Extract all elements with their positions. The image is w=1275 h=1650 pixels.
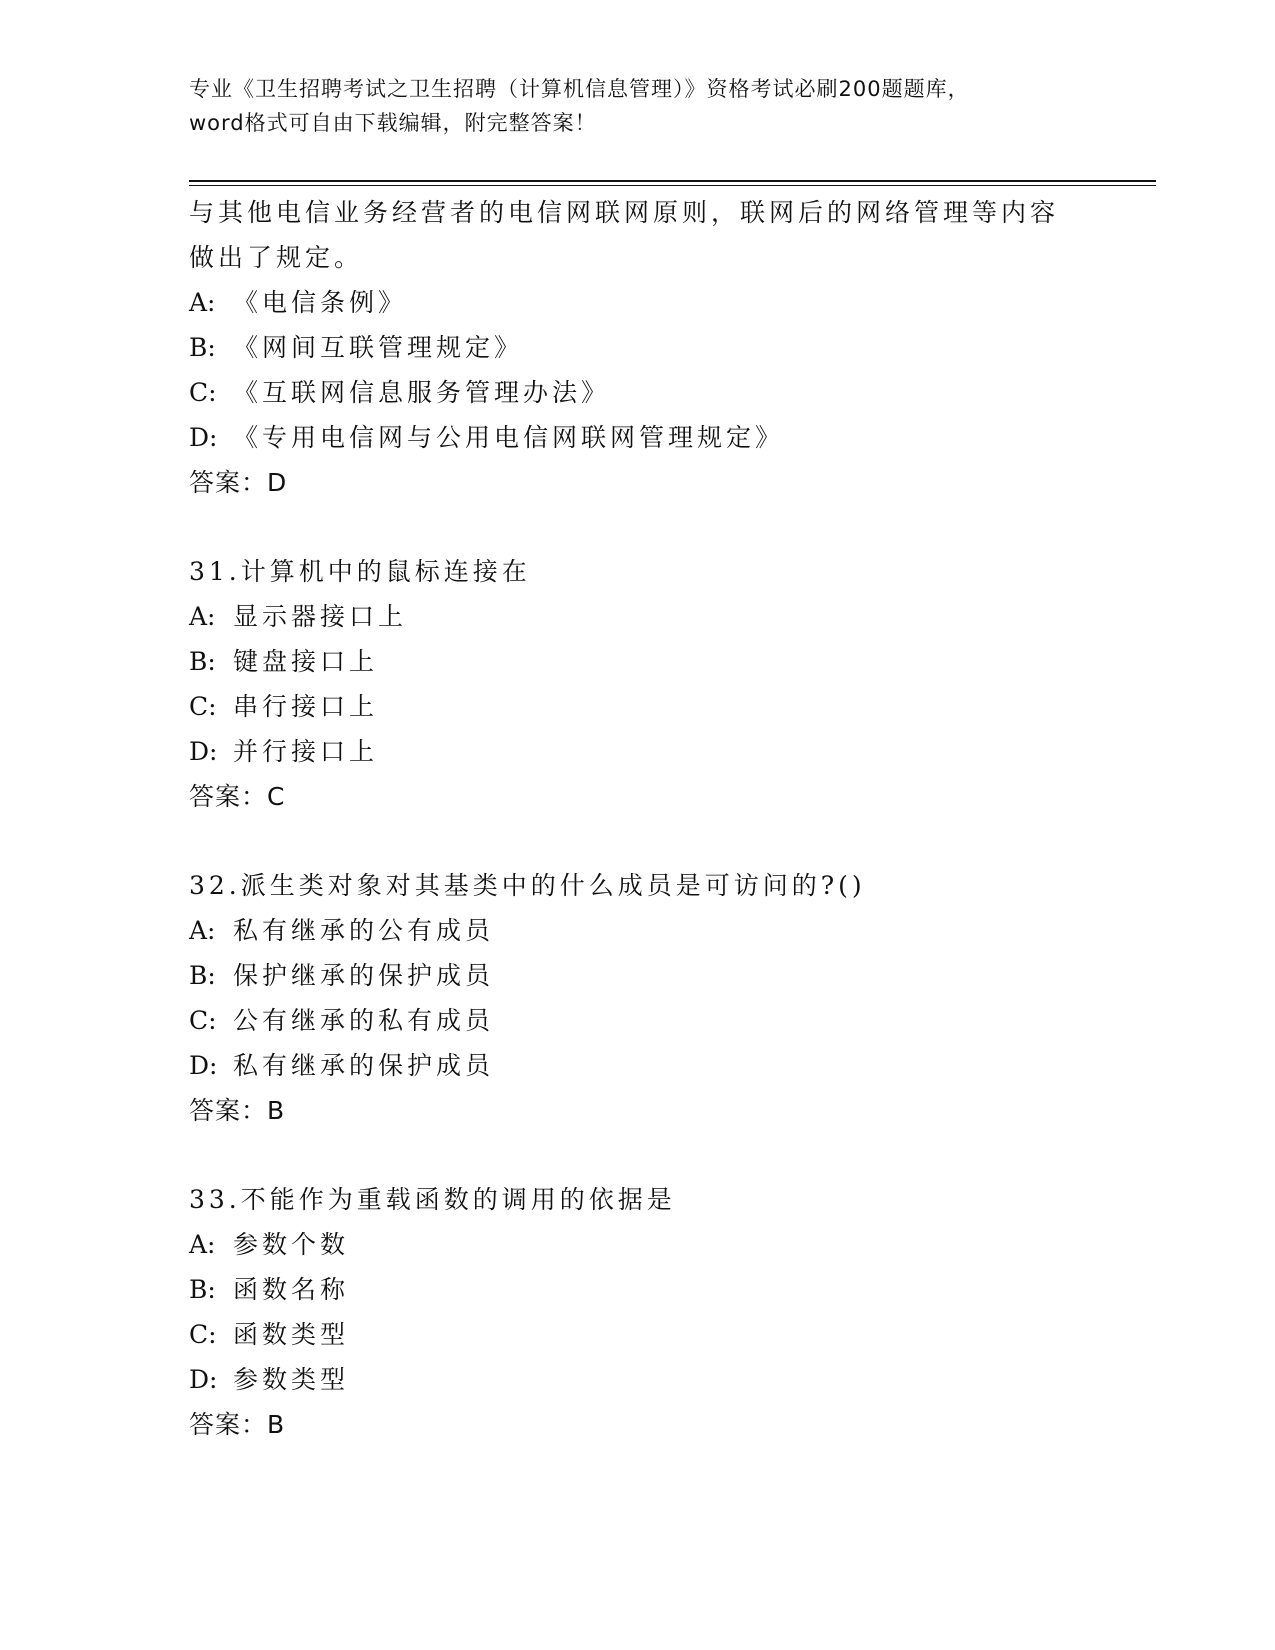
question-stem: 31.计算机中的鼠标连接在 [189, 557, 531, 586]
option-letter: D: [189, 1365, 218, 1394]
option-text: 保护继承的保护成员 [233, 961, 495, 990]
header-line-1: 专业《卫生招聘考试之卫生招聘（计算机信息管理）》资格考试必刷200题题库， [189, 77, 970, 101]
option-d [189, 1357, 1089, 1402]
option-text: 《网间互联管理规定》 [233, 333, 524, 362]
option-c [189, 998, 1089, 1043]
option-letter: B: [189, 647, 216, 676]
question-stem: 32.派生类对象对其基类中的什么成员是可访问的?() [189, 871, 866, 900]
document-body [189, 190, 1089, 1447]
option-b [189, 325, 1089, 370]
option-letter: D: [189, 1051, 218, 1080]
option-d [189, 729, 1089, 774]
option-text: 参数类型 [233, 1365, 350, 1394]
option-d [189, 415, 1089, 460]
option-c [189, 370, 1089, 415]
question-stem: 33.不能作为重载函数的调用的依据是 [189, 1185, 676, 1214]
option-letter: D: [189, 737, 218, 766]
option-text: 参数个数 [233, 1230, 350, 1259]
option-text: 并行接口上 [233, 737, 379, 766]
option-letter: C: [189, 1006, 217, 1035]
option-letter: A: [189, 288, 216, 317]
answer-line: 答案：D [189, 468, 288, 497]
option-letter: B: [189, 333, 216, 362]
option-letter: C: [189, 692, 217, 721]
option-a [189, 1222, 1089, 1267]
question-31 [189, 549, 1089, 819]
answer-line: 答案：B [189, 1410, 286, 1439]
option-a [189, 280, 1089, 325]
option-text: 函数类型 [233, 1320, 350, 1349]
option-text: 私有继承的公有成员 [233, 916, 495, 945]
question-text-line: 做出了规定。 [189, 243, 364, 272]
option-text: 《电信条例》 [233, 288, 408, 317]
option-text: 显示器接口上 [233, 602, 408, 631]
option-letter: A: [189, 602, 216, 631]
option-b [189, 639, 1089, 684]
option-c [189, 684, 1089, 729]
option-text: 串行接口上 [233, 692, 379, 721]
option-b [189, 1267, 1089, 1312]
header-line-2: word格式可自由下载编辑，附完整答案！ [189, 111, 597, 135]
option-letter: D: [189, 423, 218, 452]
option-a [189, 908, 1089, 953]
option-letter: C: [189, 1320, 217, 1349]
option-text: 《互联网信息服务管理办法》 [233, 378, 611, 407]
option-c [189, 1312, 1089, 1357]
question-continued [189, 190, 1089, 505]
option-text: 私有继承的保护成员 [233, 1051, 495, 1080]
header-divider-thin [189, 185, 1156, 186]
option-letter: B: [189, 1275, 216, 1304]
option-letter: A: [189, 1230, 216, 1259]
option-letter: C: [189, 378, 217, 407]
question-text-line: 与其他电信业务经营者的电信网联网原则，联网后的网络管理等内容 [189, 198, 1060, 227]
option-letter: B: [189, 961, 216, 990]
answer-line: 答案：C [189, 782, 286, 811]
header-divider-thick [189, 180, 1156, 182]
option-text: 公有继承的私有成员 [233, 1006, 495, 1035]
option-d [189, 1043, 1089, 1088]
answer-line: 答案：B [189, 1096, 286, 1125]
document-header [189, 72, 1089, 140]
option-b [189, 953, 1089, 998]
option-a [189, 594, 1089, 639]
option-text: 函数名称 [233, 1275, 350, 1304]
option-letter: A: [189, 916, 216, 945]
question-32 [189, 863, 1089, 1133]
option-text: 《专用电信网与公用电信网联网管理规定》 [233, 423, 785, 452]
question-33 [189, 1177, 1089, 1447]
option-text: 键盘接口上 [233, 647, 379, 676]
